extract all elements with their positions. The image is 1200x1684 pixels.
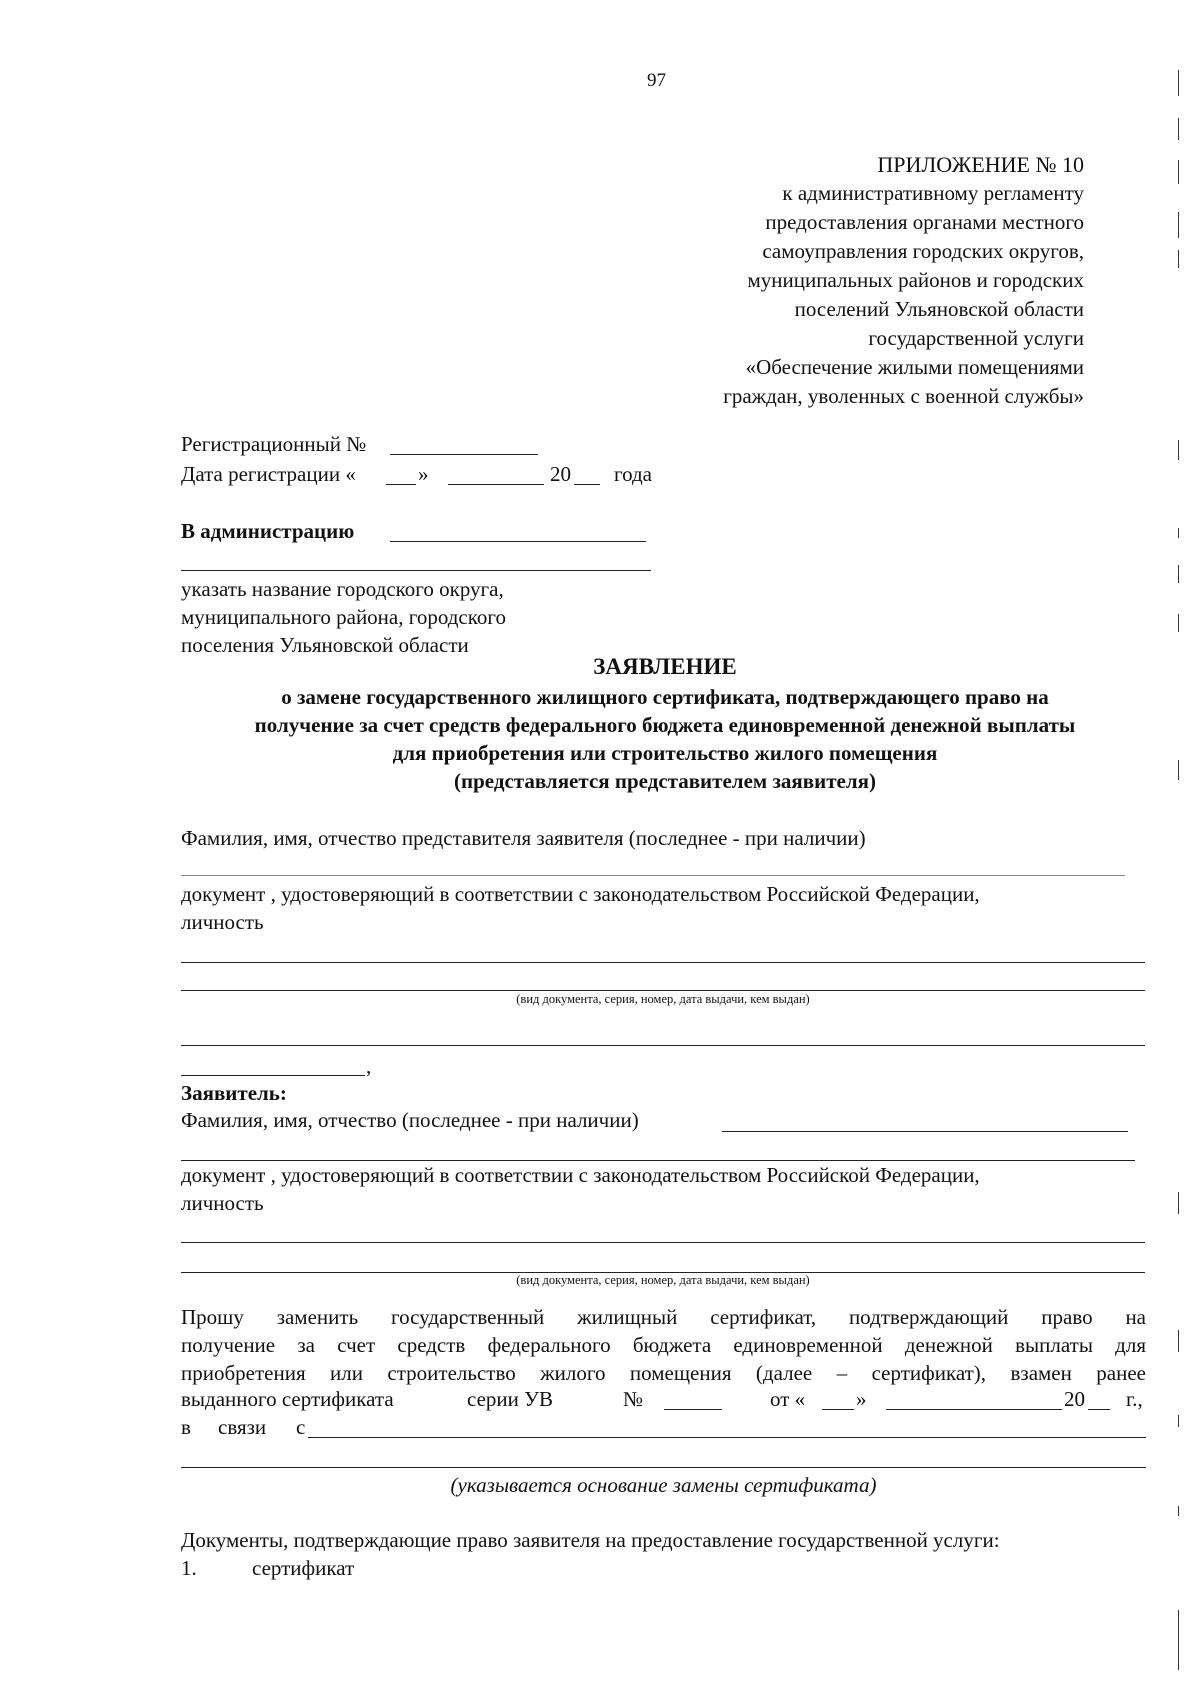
request-month-field[interactable] <box>886 1409 1062 1410</box>
request-series-label: серии УВ <box>467 1387 553 1411</box>
scan-edge-mark <box>1178 70 1179 96</box>
statement-subtitle-line: получение за счет средств федерального бюджета единовременной денежной выплаты <box>254 713 1076 737</box>
statement-subtitle <box>0 683 1200 795</box>
applicant-name-label: Фамилия, имя, отчество (последнее - при наличии) <box>181 1108 639 1132</box>
registration-date-quote: » <box>418 462 429 486</box>
registration-month-field[interactable] <box>448 484 544 485</box>
request-day-field[interactable] <box>822 1409 854 1410</box>
registration-number-label: Регистрационный № <box>181 432 367 456</box>
appendix-line: «Обеспечение жилыми помещениями <box>745 355 1084 379</box>
request-reason-field-2[interactable] <box>181 1467 1146 1468</box>
scan-edge-mark <box>1178 1192 1179 1214</box>
scan-edge-mark <box>1178 1506 1179 1516</box>
recipient-hint-line: поселения Ульяновской области <box>181 633 469 657</box>
registration-year-prefix: 20 <box>550 462 571 486</box>
request-paragraph <box>181 1303 1146 1387</box>
representative-doc-field-4[interactable] <box>181 1075 365 1076</box>
representative-doc-caption: (вид документа, серия, номер, дата выдачи, кем выдан) <box>516 992 810 1006</box>
page-number: 97 <box>647 70 666 91</box>
applicant-doc-caption: (вид документа, серия, номер, дата выдачи, кем выдан) <box>516 1273 810 1287</box>
representative-doc-field-2[interactable] <box>181 990 1145 991</box>
request-number-label: № <box>623 1387 644 1411</box>
scan-edge-mark <box>1178 160 1179 184</box>
scan-edge-mark <box>1178 565 1179 583</box>
recipient-field-line2[interactable] <box>181 570 651 571</box>
request-reason-label-b: связи <box>218 1415 267 1439</box>
request-number-field[interactable] <box>664 1409 722 1410</box>
applicant-doc-label-2: личность <box>181 1191 264 1215</box>
appendix-line: государственной услуги <box>868 326 1084 350</box>
scan-edge-mark <box>1178 528 1179 538</box>
applicant-name-field[interactable] <box>722 1131 1128 1132</box>
scan-edge-mark <box>1178 118 1179 140</box>
statement-subtitle-line: для приобретения или строительство жилого помещения <box>392 741 938 765</box>
appendix-line: поселений Ульяновской области <box>794 297 1084 321</box>
registration-year-suffix: года <box>614 462 652 486</box>
request-line: приобретения или строительство жилого помещения (далее – сертификат), взамен ранее <box>181 1361 1146 1385</box>
registration-date-label: Дата регистрации « <box>181 462 356 486</box>
scan-edge-mark <box>1178 440 1179 460</box>
request-reason-label-a: в <box>181 1415 191 1439</box>
representative-doc-label: документ , удостоверяющий в соответствии с законодательством Российской Федерации, <box>181 882 980 906</box>
scan-edge-mark <box>1178 614 1179 632</box>
appendix-line: к административному регламенту <box>782 181 1084 205</box>
scan-edge-mark <box>1178 760 1179 780</box>
scan-edge-mark <box>1178 1415 1179 1427</box>
registration-year-field[interactable] <box>574 484 600 485</box>
appendix-line: самоуправления городских округов, <box>762 239 1084 263</box>
appendix-title: ПРИЛОЖЕНИЕ № 10 <box>877 152 1084 177</box>
request-reason-caption: (указывается основание замены сертификата) <box>450 1473 877 1497</box>
scan-edge-mark <box>1178 250 1179 268</box>
appendix-line: муниципальных районов и городских <box>747 268 1084 292</box>
registration-day-field[interactable] <box>386 484 416 485</box>
representative-name-field[interactable] <box>181 875 1125 876</box>
representative-comma: , <box>366 1054 372 1078</box>
documents-heading: Документы, подтверждающие право заявителя на предоставление государственной услуги: <box>181 1528 1000 1552</box>
registration-number-field[interactable] <box>390 454 538 455</box>
request-line: Прошу заменить государственный жилищный сертификат, подтверждающий право на <box>181 1305 1146 1329</box>
scan-edge-mark <box>1178 212 1179 238</box>
applicant-doc-field[interactable] <box>181 1242 1145 1243</box>
representative-doc-field-3[interactable] <box>181 1045 1145 1046</box>
scan-edge-mark <box>1178 1610 1179 1670</box>
request-year-prefix: 20 <box>1064 1387 1085 1411</box>
request-reason-field[interactable] <box>308 1437 1146 1438</box>
applicant-doc-label: документ , удостоверяющий в соответствии с законодательством Российской Федерации, <box>181 1163 980 1187</box>
documents-item-number: 1. <box>181 1556 197 1580</box>
recipient-hint-line: указать название городского округа, <box>181 577 504 601</box>
applicant-heading: Заявитель: <box>181 1081 287 1105</box>
request-reason-label-c: с <box>296 1415 306 1439</box>
appendix-line: граждан, уволенных с военной службы» <box>723 384 1084 408</box>
request-quote: » <box>856 1387 867 1411</box>
request-line: получение за счет средств федерального бюджета единовременной денежной выплаты для <box>181 1333 1146 1357</box>
recipient-hint-line: муниципального района, городского <box>181 605 506 629</box>
request-year-suffix: г., <box>1126 1387 1143 1411</box>
statement-title: ЗАЯВЛЕНИЕ <box>593 654 737 679</box>
request-cert-label: выданного сертификата <box>181 1387 394 1411</box>
statement-subtitle-line: о замене государственного жилищного сертификата, подтверждающего право на <box>281 685 1049 709</box>
applicant-name-field-2[interactable] <box>181 1160 1135 1161</box>
request-year-field[interactable] <box>1088 1409 1110 1410</box>
appendix-line: предоставления органами местного <box>765 210 1084 234</box>
documents-item-text: сертификат <box>252 1556 355 1580</box>
statement-subtitle-line: (представляется представителем заявителя) <box>454 769 876 793</box>
recipient-hint <box>181 575 506 659</box>
request-from-label: от « <box>770 1387 806 1411</box>
recipient-label: В администрацию <box>181 519 355 543</box>
representative-doc-field[interactable] <box>181 962 1145 963</box>
representative-name-label: Фамилия, имя, отчество представителя заявителя (последнее - при наличии) <box>181 826 866 850</box>
recipient-field[interactable] <box>390 541 646 542</box>
representative-doc-label-2: личность <box>181 910 264 934</box>
scan-edge-mark <box>1178 1330 1179 1352</box>
appendix-block <box>723 150 1084 411</box>
